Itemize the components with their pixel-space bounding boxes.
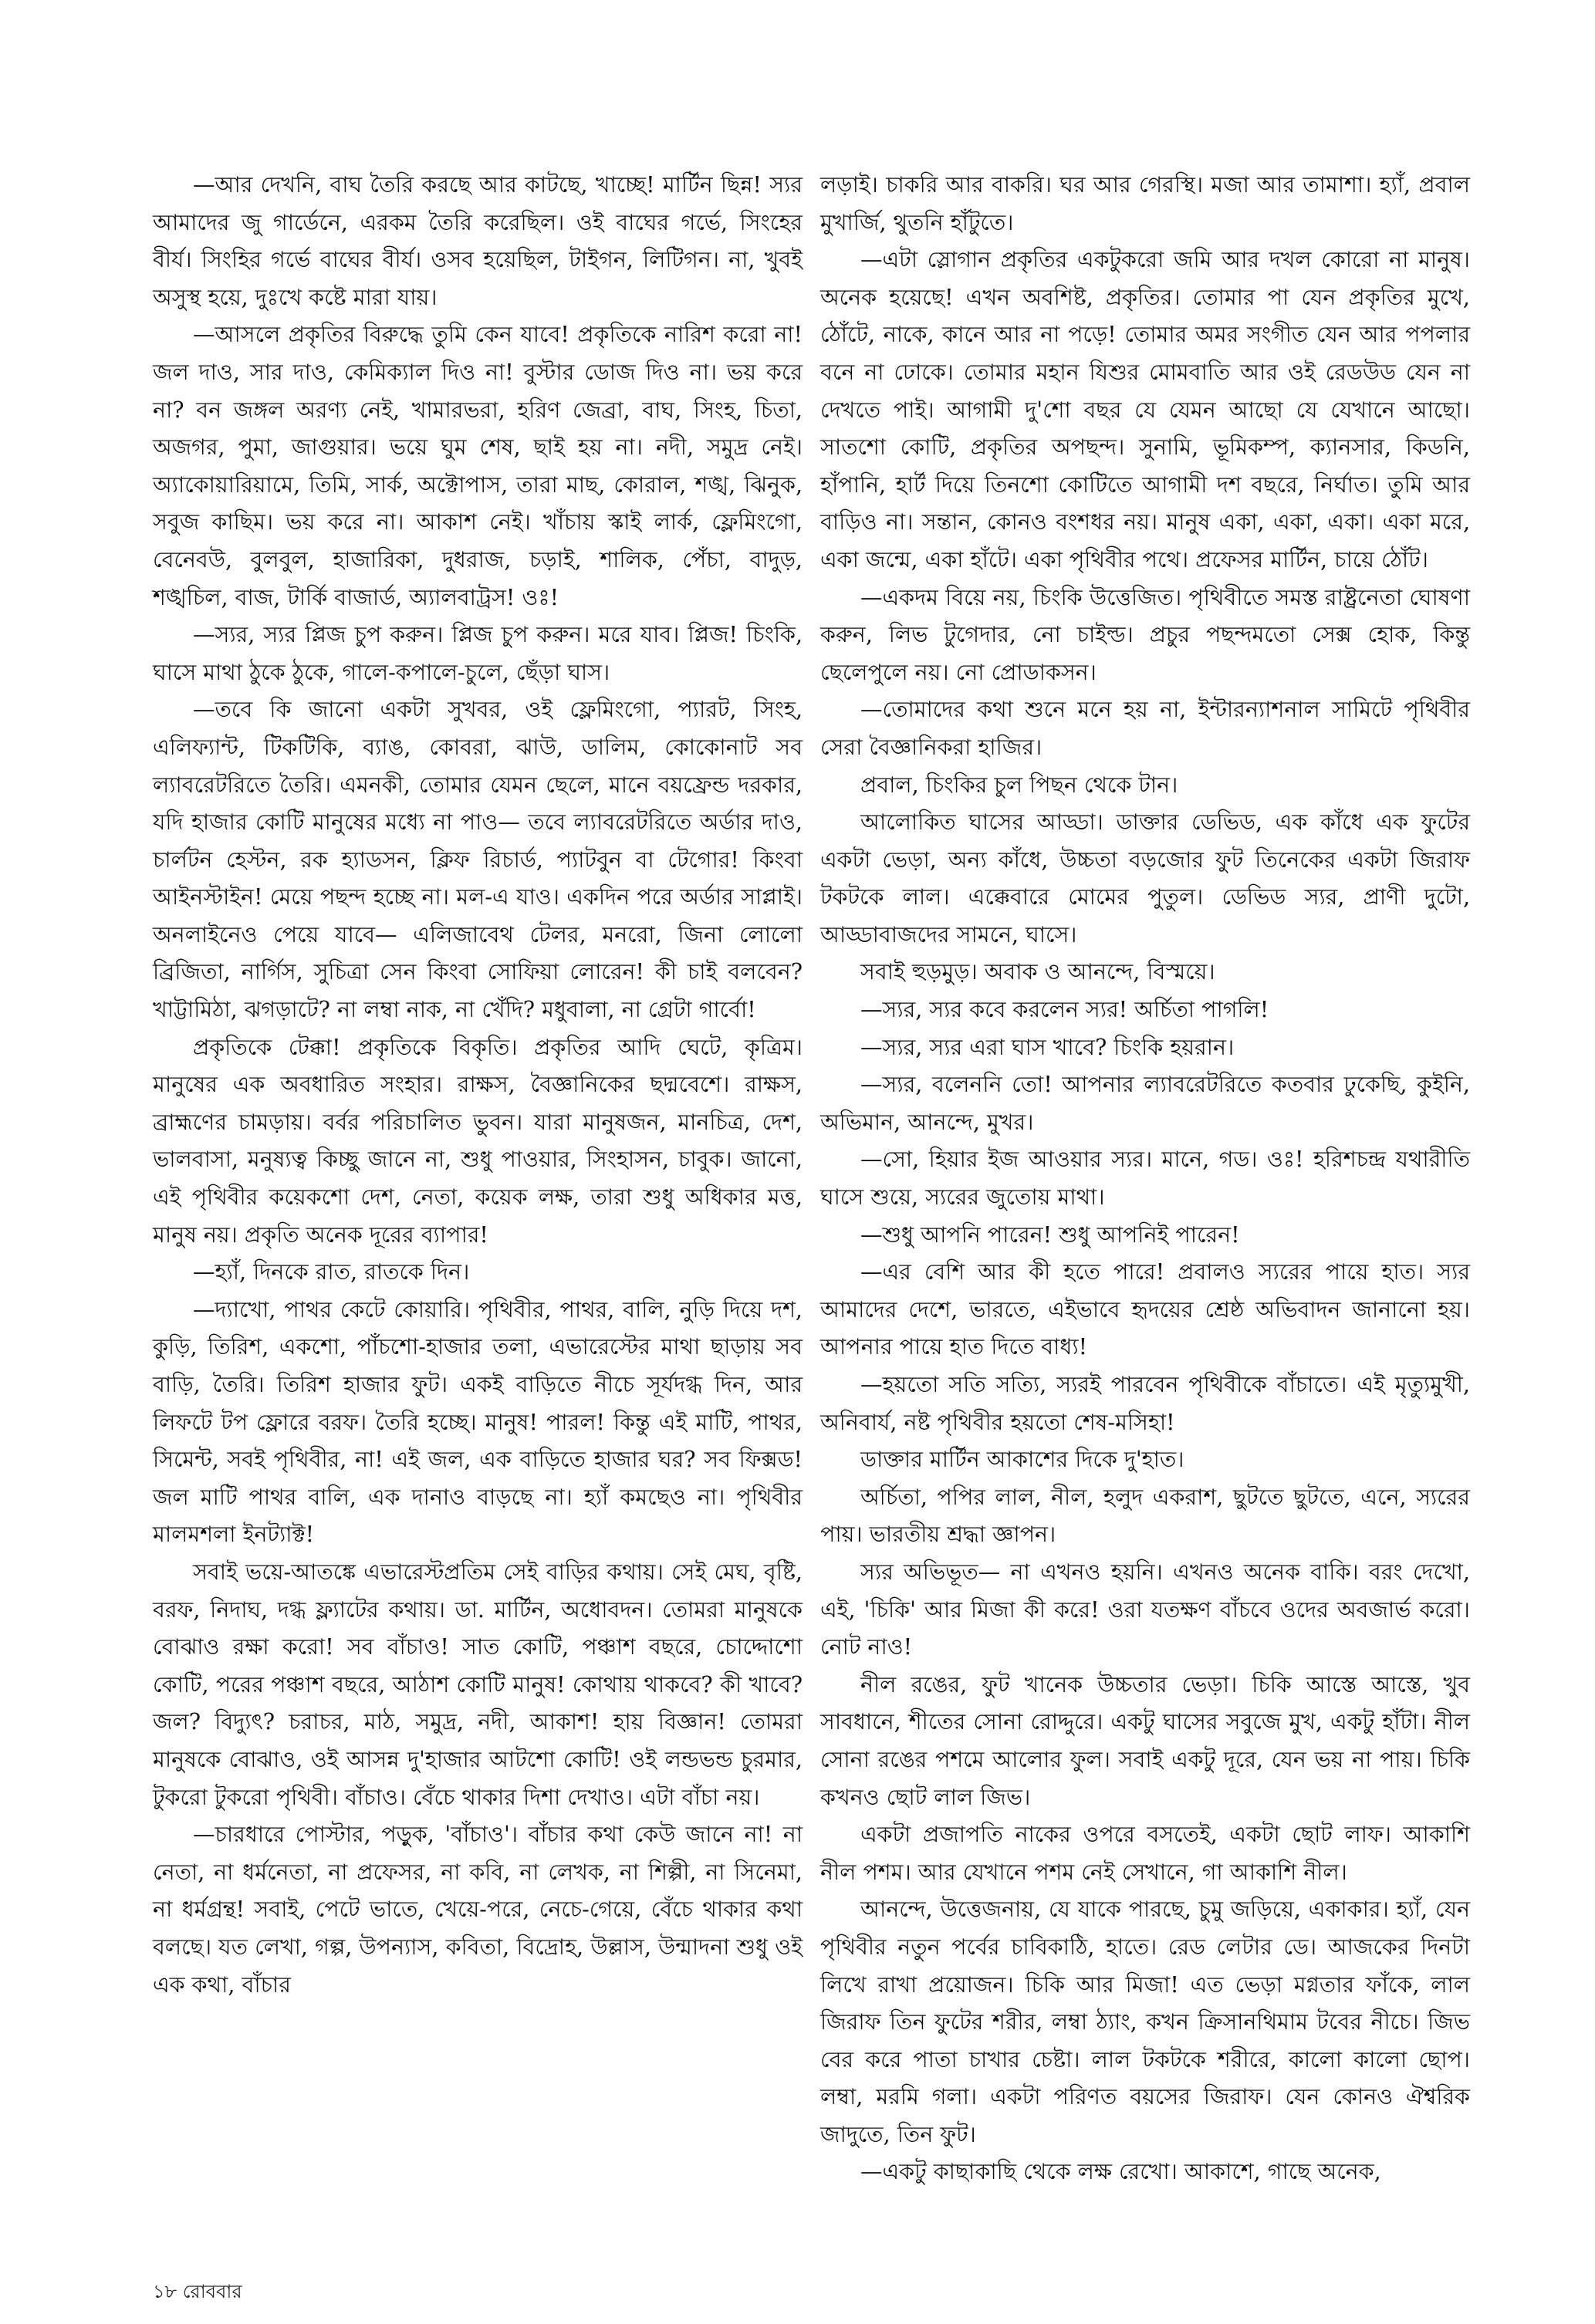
paragraph: —স্যর, স্যর এরা ঘাস খাবে? চিংকি হয়রান। xyxy=(860,1034,1235,1060)
paragraph: —আসলে প্রকৃতির বিরুদ্ধে তুমি কেন যাবে! প্রকৃতিকে নারিশ করো না! জল দাও, সার দাও, কেমিক্যাল দিও না! বুস্টার ডোজ দিও না। ভয় করে না? বন জঙ্গল অরণ্য নেই, খামারভরা, হরিণ জেব্রা, বাঘ, সিংহ, চিতা, অজগর, পুমা, জাগুয়ার। ভয়ে ঘুম শেষ, ছাই হয় না। নদী, সমুদ্র নেই। অ্যাকোয়ারিয়ামে, তিমি, সার্ক, অক্টোপাস, তারা মাছ, কোরাল, শঙ্খ, ঝিনুক, সবুজ কাছিম। ভয় করে না। আকাশ নেই। খাঁচায় স্কাই লার্ক, ফ্লেমিংগো, বেনেবউ, বুলবুল, হাজারিকা, দুধরাজ, চড়াই, শালিক, পেঁচা, বাদুড়, শঙ্খচিল, বাজ, টার্কি বাজার্ড, অ্যালবাট্রস! ওঃ! xyxy=(153,322,803,610)
paragraph: —তবে কি জানো একটা সুখবর, ওই ফ্লেমিংগো, প্যারট, সিংহ, এলিফ্যান্ট, টিকটিকি, ব্যাঙ, কোবরা, ঝাউ, ডালিম, কোকোনাট সব ল্যাবরেটরিতে তৈরি। এমনকী, তোমার যেমন ছেলে, মানে বয়ফ্রেন্ড দরকার, যদি হাজার কোটি মানুষের মধ্যে না পাও— তবে ল্যাবরেটরিতে অর্ডার দাও, চার্লটন হেস্টন, রক হ্যাডসন, ক্লিফ রিচার্ড, প্যাটবুন বা টেগোর! কিংবা আইনস্টাইন! মেয়ে পছন্দ হচ্ছে না। মল-এ যাও। একদিন পরে অর্ডার সাপ্লাই। অনলাইনেও পেয়ে যাবে— এলিজাবেথ টেলর, মনরো, জিনা লোলো ব্রিজিতা, নার্গিস, সুচিত্রা সেন কিংবা সোফিয়া লোরেন! কী চাই বলবেন? খাট্টামিঠা, ঝগড়াটে? না লম্বা নাক, না খেঁদি? মধুবালা, না গ্রেটা গার্বো! xyxy=(153,697,803,1023)
paragraph: —হ্যাঁ, দিনকে রাত, রাতকে দিন। xyxy=(193,1259,470,1285)
paragraph: স্যর অভিভূত— না এখনও হয়নি। এখনও অনেক বাকি। বরং দেখো, এই, 'চিকি' আর মিজা কী করে! ওরা যতক্ষণ বাঁচবে ওদের অবজার্ভ করো। নোট নাও! xyxy=(820,1559,1470,1660)
paragraph: —আর দেখনি, বাঘ তৈরি করছে আর কাটছে, খাচ্ছে! মার্টিন ছিন্ন! স্যর আমাদের জু গার্ডেনে, এরকম তৈরি করেছিল। ওই বাঘের গর্ভে, সিংহের বীর্য। সিংহির গর্ভে বাঘের বীর্য। ওসব হয়েছিল, টাইগন, লিটিগন। না, খুবই অসুস্থ হয়ে, দুঃখে কষ্টে মারা যায়। xyxy=(153,172,803,310)
paragraph: সবাই ভয়ে-আতঙ্কে এভারেস্টপ্রতিম সেই বাড়ির কথায়। সেই মেঘ, বৃষ্টি, বরফ, নিদাঘ, দগ্ধ ফ্ল্যাটের কথায়। ডা. মার্টিন, অধোবদন। তোমরা মানুষকে বোঝাও রক্ষা করো! সব বাঁচাও! সাত কোটি, পঞ্চাশ বছরে, চোদ্দোশো কোটি, পরের পঞ্চাশ বছরে, আঠাশ কোটি মানুষ! কোথায় থাকবে? কী খাবে? জল? বিদ্যুৎ? চরাচর, মাঠ, সমুদ্র, নদী, আকাশ! হায় বিজ্ঞান! তোমরা মানুষকে বোঝাও, ওই আসন্ন দু'হাজার আটশো কোটি! ওই লন্ডভন্ড চুরমার, টুকরো টুকরো পৃথিবী। বাঁচাও। বেঁচে থাকার দিশা দেখাও। এটা বাঁচা নয়। xyxy=(153,1559,803,1810)
paragraph: —সো, হিয়ার ইজ আওয়ার স্যর। মানে, গড। ওঃ! হরিশচন্দ্র যথারীতি ঘাসে শুয়ে, স্যরের জুতোয় মাথা। xyxy=(820,1147,1470,1211)
left-column xyxy=(153,167,803,2004)
paragraph: —একদম বিয়ে নয়, চিংকি উত্তেজিত। পৃথিবীতে সমস্ত রাষ্ট্রনেতা ঘোষণা করুন, লিভ টুগেদার, নো চাইল্ড। প্রচুর পছন্দমতো সেক্স হোক, কিন্তু ছেলেপুলে নয়। নো প্রোডাকসন। xyxy=(820,584,1470,685)
right-column xyxy=(820,167,1470,2191)
paragraph: —স্যর, স্যর কবে করলেন স্যর! অর্চিতা পাগলি! xyxy=(860,997,1269,1023)
paragraph: সবাই হুড়মুড়। অবাক ও আনন্দে, বিস্ময়ে। xyxy=(860,959,1215,985)
paragraph: —চারধারে পোস্টার, পড়ুক, 'বাঁচাও'। বাঁচার কথা কেউ জানে না! না নেতা, না ধর্মনেতা, না প্রফেসর, না কবি, না লেখক, না শিল্পী, না সিনেমা, না ধর্মগ্রন্থ! সবাই, পেটে ভাতে, খেয়ে-পরে, নেচে-গেয়ে, বেঁচে থাকার কথা বলছে। যত লেখা, গল্প, উপন্যাস, কবিতা, বিদ্রোহ, উল্লাস, উন্মাদনা শুধু ওই এক কথা, বাঁচার xyxy=(153,1822,803,1998)
page-footer: ১৮ রোববার xyxy=(153,2281,242,2302)
paragraph: ডাক্তার মার্টিন আকাশের দিকে দু'হাত। xyxy=(860,1447,1184,1473)
paragraph: —স্যর, বলেননি তো! আপনার ল্যাবরেটরিতে কতবার ঢুকেছি, কুইনি, অভিমান, আনন্দে, মুখর। xyxy=(820,1072,1470,1135)
paragraph: আনন্দে, উত্তেজনায়, যে যাকে পারছে, চুমু জড়িয়ে, একাকার। হ্যাঁ, যেন পৃথিবীর নতুন পর্বের চাবিকাঠি, হাতে। রেড লেটার ডে। আজকের দিনটা লিখে রাখা প্রয়োজন। চিকি আর মিজা! এত ভেড়া মগ্নতার ফাঁকে, লাল জিরাফ তিন ফুটের শরীর, লম্বা ঠ্যাং, কখন ক্রিসানথিমাম টবের নীচে। জিভ বের করে পাতা চাখার চেষ্টা। লাল টকটকে শরীরে, কালো কালো ছোপ। লম্বা, মরমি গলা। একটা পরিণত বয়সের জিরাফ। যেন কোনও ঐশ্বরিক জাদুতে, তিন ফুট। xyxy=(820,1897,1470,2147)
paragraph: —এটা স্লোগান প্রকৃতির একটুকরো জমি আর দখল কোরো না মানুষ। অনেক হয়েছে! এখন অবশিষ্ট, প্রকৃতির। তোমার পা যেন প্রকৃতির মুখে, ঠোঁটে, নাকে, কানে আর না পড়ে! তোমার অমর সংগীত যেন আর পপলার বনে না ঢোকে। তোমার মহান যিশুর মোমবাতি আর ওই রেডউড যেন না দেখতে পাই। আগামী দু'শো বছর যে যেমন আছো যে যেখানে আছো। সাতশো কোটি, প্রকৃতির অপছন্দ। সুনামি, ভূমিকম্প, ক্যানসার, কিডনি, হাঁপানি, হার্ট দিয়ে তিনশো কোটিতে আগামী দশ বছরে, নির্ঘাত। তুমি আর বাড়িও না। সন্তান, কোনও বংশধর নয়। মানুষ একা, একা, একা। একা মরে, একা জন্মে, একা হাঁটে। একা পৃথিবীর পথে। প্রফেসর মার্টিন, চায়ে ঠোঁট। xyxy=(820,247,1470,573)
paragraph: —হয়তো সতি সত্যি, স্যরই পারবেন পৃথিবীকে বাঁচাতে। এই মৃত্যুমুখী, অনিবার্য, নষ্ট পৃথিবীর হয়তো শেষ-মসিহা! xyxy=(820,1372,1470,1435)
paragraph: আলোকিত ঘাসের আড্ডা। ডাক্তার ডেভিড, এক কাঁধে এক ফুটের একটা ভেড়া, অন্য কাঁধে, উচ্চতা বড়জোর ফুট তিনেকের একটা জিরাফ টকটকে লাল। এক্কেবারে মোমের পুতুল। ডেভিড স্যর, প্রাণী দুটো, আড্ডাবাজদের সামনে, ঘাসে। xyxy=(820,809,1470,948)
paragraph: —এর বেশি আর কী হতে পারে! প্রবালও স্যরের পায়ে হাত। স্যর আমাদের দেশে, ভারতে, এইভাবে হৃদয়ের শ্রেষ্ঠ অভিবাদন জানানো হয়। আপনার পায়ে হাত দিতে বাধ্য! xyxy=(820,1259,1470,1360)
paragraph: একটা প্রজাপতি নাকের ওপরে বসতেই, একটা ছোট লাফ। আকাশি নীল পশম। আর যেখানে পশম নেই সেখানে, গা আকাশি নীল। xyxy=(820,1822,1470,1885)
paragraph: অর্চিতা, পপির লাল, নীল, হলুদ একরাশ, ছুটতে ছুটতে, এনে, স্যরের পায়। ভারতীয় শ্রদ্ধা জ্ঞাপন। xyxy=(820,1484,1470,1548)
paragraph: —একটু কাছাকাছি থেকে লক্ষ রেখো। আকাশে, গাছে অনেক, xyxy=(860,2159,1381,2185)
paragraph: প্রবাল, চিংকির চুল পিছন থেকে টান। xyxy=(860,772,1178,798)
paragraph: নীল রঙের, ফুট খানেক উচ্চতার ভেড়া। চিকি আস্তে আস্তে, খুব সাবধানে, শীতের সোনা রোদ্দুরে। একটু ঘাসের সবুজে মুখ, একটু হাঁটা। নীল সোনা রঙের পশমে আলোর ফুল। সবাই একটু দূরে, যেন ভয় না পায়। চিকি কখনও ছোট লাল জিভ। xyxy=(820,1671,1470,1810)
paragraph: লড়াই। চাকরি আর বাকরি। ঘর আর গেরস্থি। মজা আর তামাশা। হ্যাঁ, প্রবাল মুখার্জি, থুতনি হাঁটুতে। xyxy=(820,172,1470,235)
paragraph: —তোমাদের কথা শুনে মনে হয় না, ইন্টারন্যাশনাল সামিটে পৃথিবীর সেরা বৈজ্ঞানিকরা হাজির। xyxy=(820,697,1470,760)
paragraph: —শুধু আপনি পারেন! শুধু আপনিই পারেন! xyxy=(860,1221,1240,1248)
paragraph: —স্যর, স্যর প্লিজ চুপ করুন। প্লিজ চুপ করুন। মরে যাব। প্লিজ! চিংকি, ঘাসে মাথা ঠুকে ঠুকে, গালে-কপালে-চুলে, ছেঁড়া ঘাস। xyxy=(153,622,803,685)
paragraph: —দ্যাখো, পাথর কেটে কোয়ারি। পৃথিবীর, পাথর, বালি, নুড়ি দিয়ে দশ, কুড়ি, তিরিশ, একশো, পাঁচশো-হাজার তলা, এভারেস্টের মাথা ছাড়ায় সব বাড়ি, তৈরি। তিরিশ হাজার ফুট। একই বাড়িতে নীচে সূর্যদগ্ধ দিন, আর লিফটে টপ ফ্লোরে বরফ। তৈরি হচ্ছে। মানুষ! পারল! কিন্তু এই মাটি, পাথর, সিমেন্ট, সবই পৃথিবীর, না! এই জল, এক বাড়িতে হাজার ঘর? সব ফিক্সড! জল মাটি পাথর বালি, এক দানাও বাড়ছে না। হ্যাঁ কমছেও না। পৃথিবীর মালমশলা ইনট্যাক্ট! xyxy=(153,1296,803,1548)
paragraph: প্রকৃতিকে টেক্কা! প্রকৃতিকে বিকৃতি। প্রকৃতির আদি ঘেটে, কৃত্রিম। মানুষের এক অবধারিত সংহার। রাক্ষস, বৈজ্ঞানিকের ছদ্মবেশে। রাক্ষস, ব্রাহ্মণের চামড়ায়। বর্বর পরিচালিত ভুবন। যারা মানুষজন, মানচিত্র, দেশ, ভালবাসা, মনুষ্যত্ব কিচ্ছু জানে না, শুধু পাওয়ার, সিংহাসন, চাবুক। জানো, এই পৃথিবীর কয়েকশো দেশ, নেতা, কয়েক লক্ষ, তারা শুধু অধিকার মত্ত, মানুষ নয়। প্রকৃতি অনেক দূরের ব্যাপার! xyxy=(153,1034,803,1248)
